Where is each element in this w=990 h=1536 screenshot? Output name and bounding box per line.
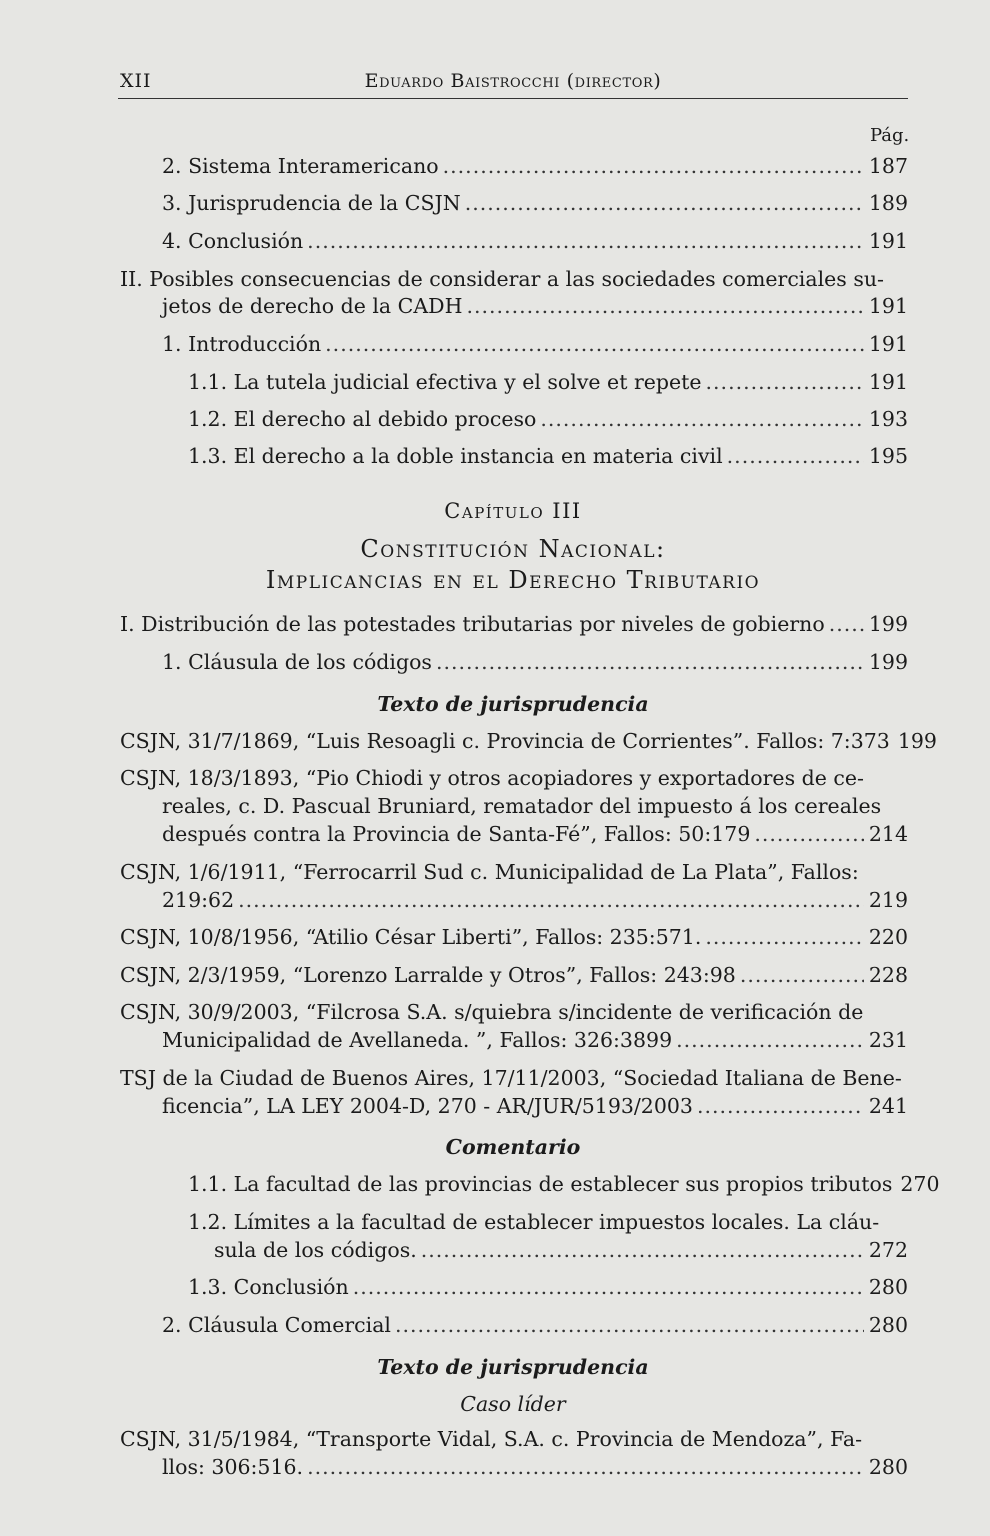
toc-entry: 4. Conclusión ..... 191	[162, 227, 908, 255]
toc-entry: 1.1. La facultad de las provincias de establecer sus propios tributos 270	[188, 1172, 940, 1196]
heading-comentario: Comentario	[445, 1135, 581, 1159]
chapter-label: Capítulo III	[444, 499, 582, 523]
case-entry: 219:62 ..... 219	[162, 886, 908, 914]
toc-entry: 1. Introducción ..... 191	[162, 330, 908, 358]
case-entry-line1: CSJN, 31/5/1984, “Transporte Vidal, S.A. c. Provincia de Mendoza”, Fa-	[120, 1427, 863, 1451]
toc-entry-line1: 1.2. Límites a la facultad de establecer impuestos locales. La cláu-	[188, 1210, 880, 1234]
chapter-title-line2: Implicancias en el Derecho Tributario	[265, 566, 761, 594]
pag-label: Pág.	[870, 125, 910, 146]
case-entry: CSJN, 31/7/1869, “Luis Resoagli c. Provincia de Corrientes”. Fallos: 7:373 199	[120, 729, 937, 753]
toc-entry: 1. Cláusula de los códigos ..... 199	[162, 648, 908, 676]
toc-entry-line1: II. Posibles consecuencias de considerar a las sociedades comerciales su-	[120, 267, 884, 291]
toc-entry: jetos de derecho de la CADH ..... 191	[162, 292, 908, 320]
case-entry: llos: 306:516. ..... 280	[162, 1453, 908, 1481]
case-entry: después contra la Provincia de Santa-Fé”, Fallos: 50:179 ..... 214	[162, 820, 908, 848]
running-title: Eduardo Baistrocchi (director)	[364, 70, 662, 92]
case-entry: Municipalidad de Avellaneda. ”, Fallos: 326:3899 ..... 231	[162, 1026, 908, 1054]
case-entry-line1: CSJN, 30/9/2003, “Filcrosa S.A. s/quiebra s/incidente de verificación de	[120, 1000, 864, 1024]
toc-entry: 2. Cláusula Comercial ..... 280	[162, 1311, 908, 1339]
heading-texto: Texto de jurisprudencia	[377, 1355, 649, 1379]
toc-entry: sula de los códigos. ..... 272	[214, 1236, 908, 1264]
chapter-title-line1: Constitución Nacional:	[360, 535, 666, 563]
toc-entry: 1.3. El derecho a la doble instancia en materia civil ..... 195	[188, 442, 908, 470]
toc-entry: 1.2. El derecho al debido proceso ..... 193	[188, 405, 908, 433]
toc-entry: 1.1. La tutela judicial efectiva y el solve et repete ..... 191	[188, 368, 908, 396]
page-number: XII	[120, 70, 152, 92]
case-entry-line1: CSJN, 1/6/1911, “Ferrocarril Sud c. Municipalidad de La Plata”, Fallos:	[120, 860, 859, 884]
case-entry-line2: reales, c. D. Pascual Bruniard, rematador del impuesto á los cereales	[162, 794, 882, 818]
case-entry: ficencia”, LA LEY 2004-D, 270 - AR/JUR/5193/2003 ..... 241	[162, 1092, 908, 1120]
toc-entry: 3. Jurisprudencia de la CSJN ..... 189	[162, 189, 908, 217]
toc-entry: 1.3. Conclusión ..... 280	[188, 1273, 908, 1301]
case-entry-line1: CSJN, 18/3/1893, “Pio Chiodi y otros acopiadores y exportadores de ce-	[120, 766, 864, 790]
case-entry: CSJN, 10/8/1956, “Atilio César Liberti”, Fallos: 235:571. ..... 220	[120, 923, 908, 951]
heading-texto: Texto de jurisprudencia	[377, 692, 649, 716]
heading-caso-lider: Caso líder	[460, 1392, 566, 1416]
toc-entry: 2. Sistema Interamericano ..... 187	[162, 152, 908, 180]
case-entry-line1: TSJ de la Ciudad de Buenos Aires, 17/11/2003, “Sociedad Italiana de Bene-	[120, 1066, 902, 1090]
running-header	[118, 70, 908, 99]
case-entry: CSJN, 2/3/1959, “Lorenzo Larralde y Otros”, Fallos: 243:98 ..... 228	[120, 961, 908, 989]
toc-entry: I. Distribución de las potestades tributarias por niveles de gobierno ..... 199	[120, 610, 908, 638]
